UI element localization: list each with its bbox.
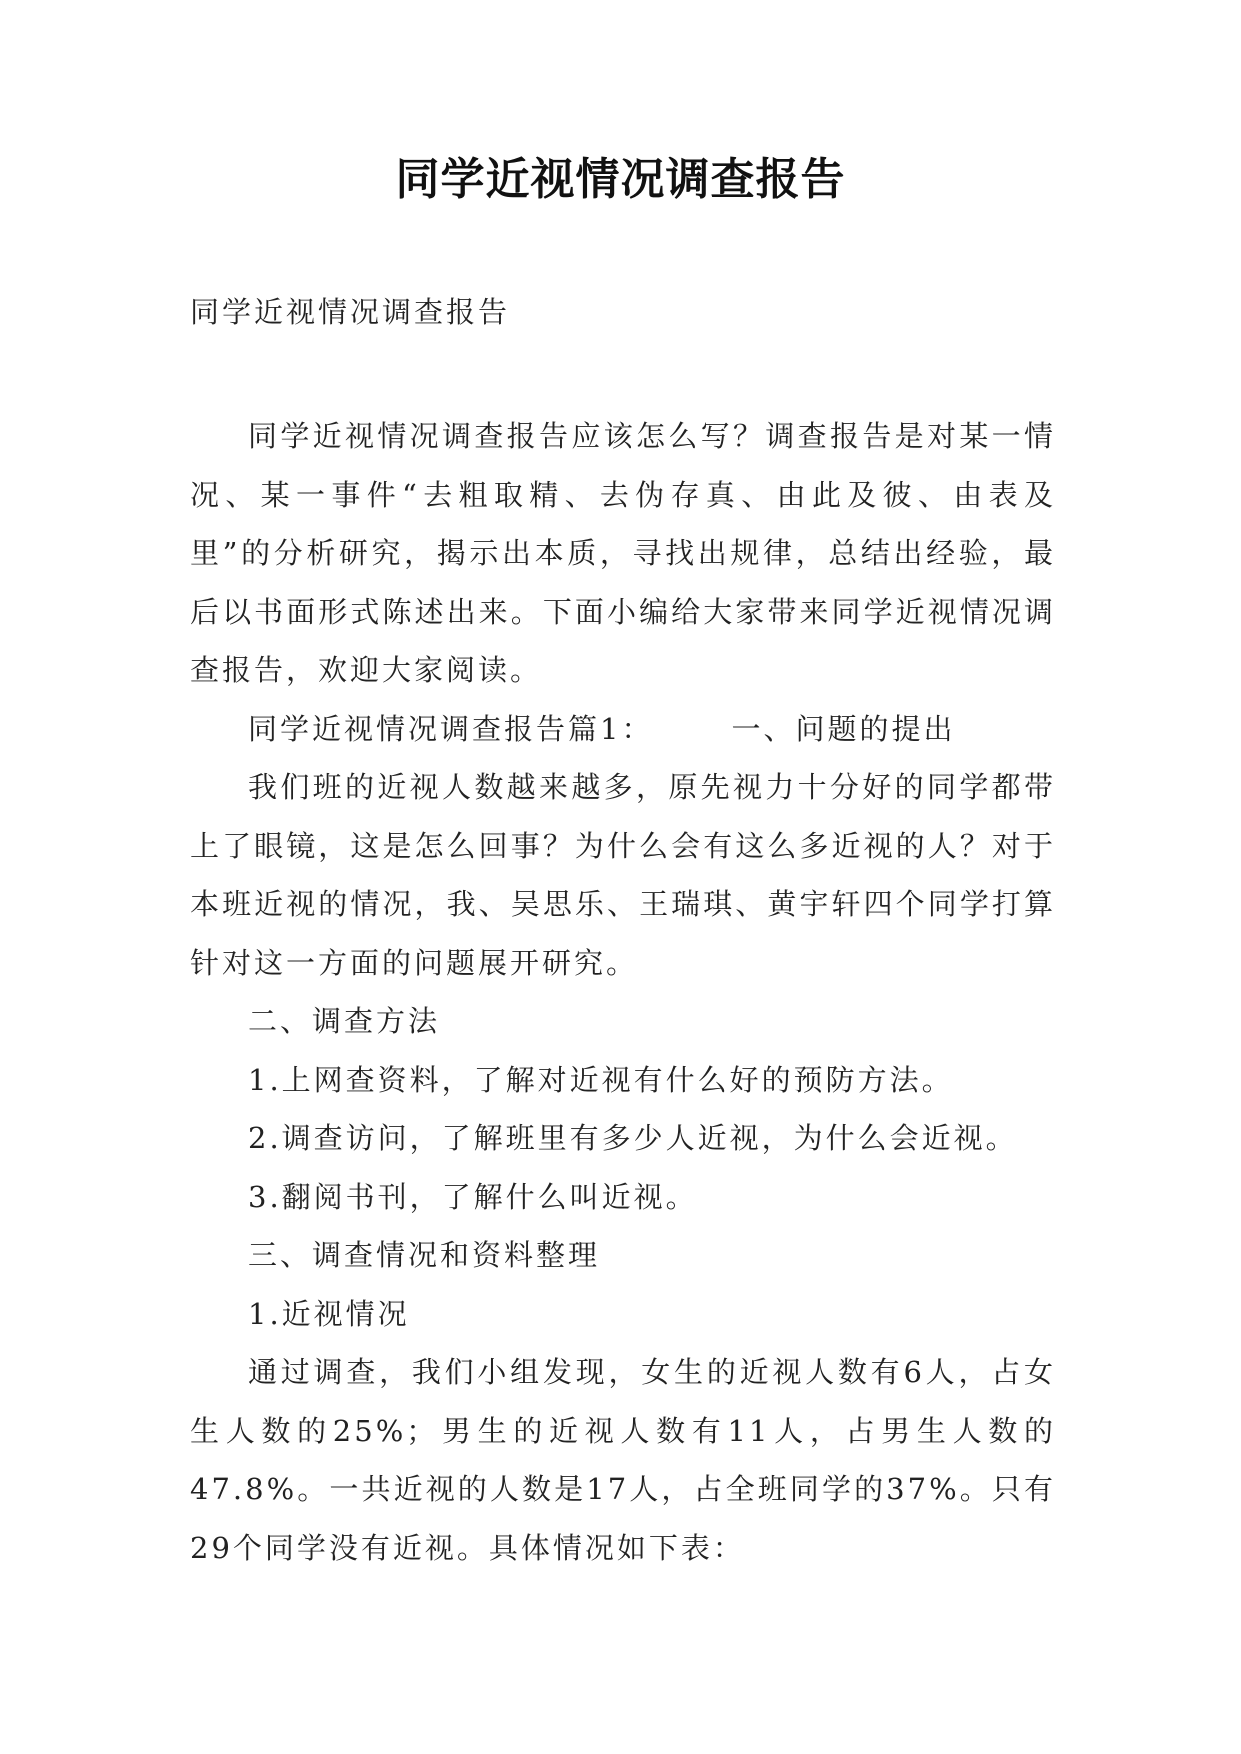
document-title: 同学近视情况调查报告 [395, 154, 846, 205]
section-2-heading: 二、调查方法 [248, 1004, 441, 1038]
document-body [190, 407, 1056, 1577]
intro-paragraph: 同学近视情况调查报告应该怎么写？调查报告是对某一情况、某一事件“去粗取精、去伪存真、由此及彼、由表及里”的分析研究，揭示出本质，寻找出规律，总结出经验，最后以书面形式陈述出来。下面小编给大家带来同学近视情况调查报告，欢迎大家阅读。 [190, 419, 1056, 687]
sub-heading-myopia: 1.近视情况 [248, 1296, 410, 1331]
method-item-3: 3.翻阅书刊，了解什么叫近视。 [248, 1179, 698, 1214]
method-item-1: 1.上网查资料，了解对近视有什么好的预防方法。 [248, 1062, 954, 1097]
section-1-heading: 一、问题的提出 [731, 711, 956, 746]
article-heading: 同学近视情况调查报告篇1： [248, 711, 654, 746]
section-3-heading: 三、调查情况和资料整理 [248, 1238, 601, 1272]
findings-paragraph: 通过调查，我们小组发现，女生的近视人数有6人，占女生人数的25%；男生的近视人数有11人，占男生人数的47.8%。一共近视的人数是17人，占全班同学的37%。只有29个同学没有近视。具体情况如下表： [190, 1355, 1056, 1565]
section-1-paragraph: 我们班的近视人数越来越多，原先视力十分好的同学都带上了眼镜，这是怎么回事？为什么会有这么多近视的人？对于本班近视的情况，我、吴思乐、王瑞琪、黄宇轩四个同学打算针对这一方面的问题展开研究。 [190, 770, 1056, 980]
document-subtitle: 同学近视情况调查报告 [190, 295, 511, 329]
method-item-2: 2.调查访问，了解班里有多少人近视，为什么会近视。 [248, 1121, 1018, 1155]
article-heading-line [190, 700, 1056, 759]
